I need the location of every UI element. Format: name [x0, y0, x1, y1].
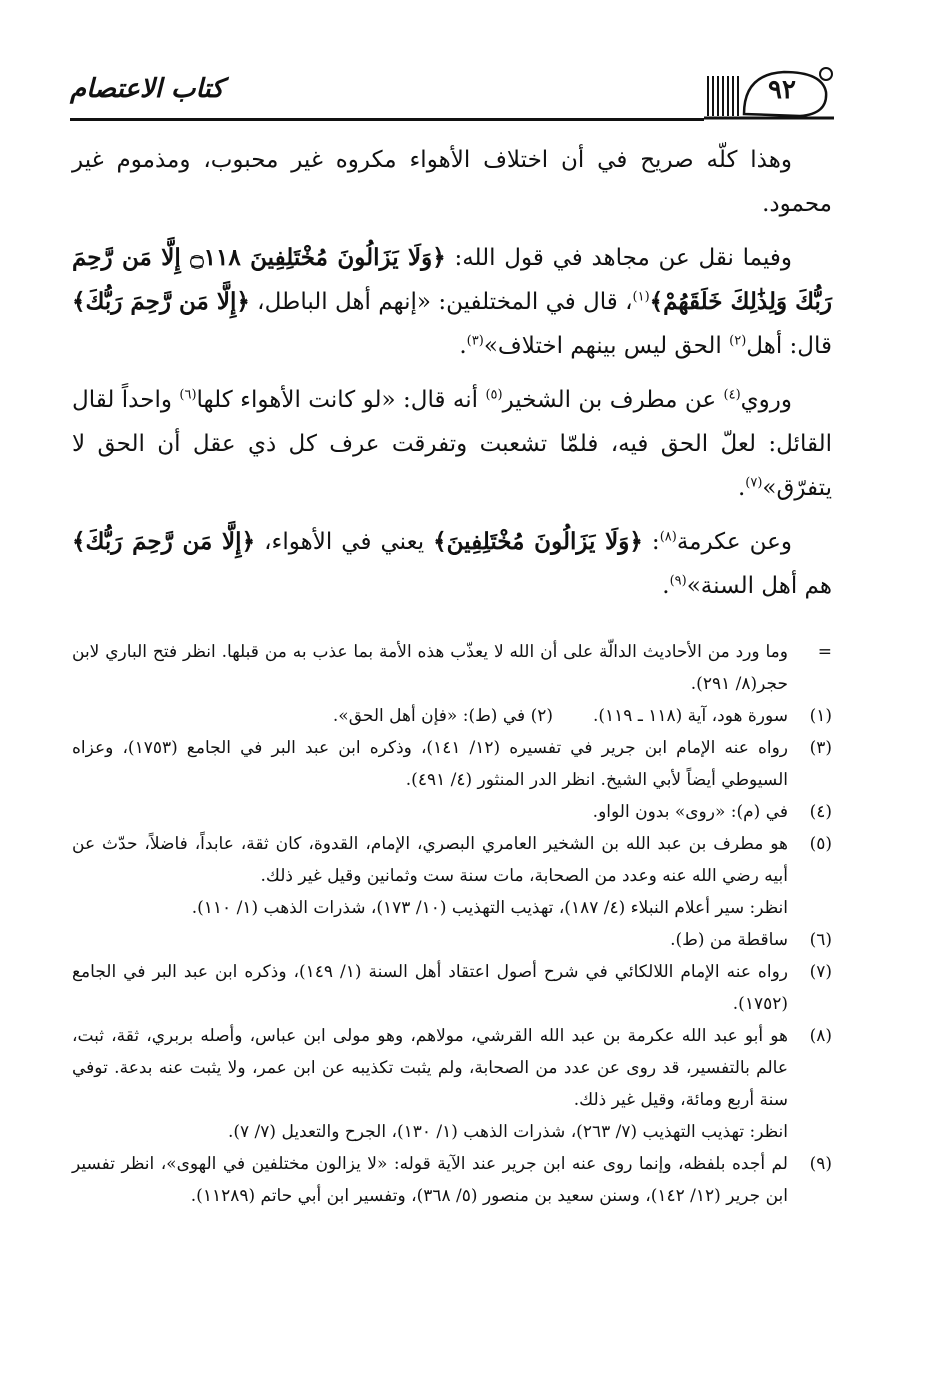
footnote-number: (٩) [809, 1154, 832, 1174]
text-run: الحق ليس بينهم اختلاف» [483, 333, 730, 359]
footnote-text: هو مطرف بن عبد الله بن الشخير العامري البصري، الإمام، القدوة، كان ثقة، عابداً، فاضلاً، حدّث عن أبيه رضي الله عنه وعدد من الصحابة، مات سنة ست وثمانين وقيل غير ذلك. [72, 834, 788, 886]
footnote-text: لم أجده بلفظه، وإنما روى عنه ابن جرير عند الآية قوله: «لا يزالون مختلفين في الهوى»، انظر تفسير ابن جرير (١٢/ ١٤٢)، وسنن سعيد بن منصور (٥/ ٣٦٨)، وتفسير ابن أبي حاتم (١١٢٨٩). [72, 1154, 788, 1206]
footnote-number: (٤) [809, 802, 832, 822]
footnote-1-2 [72, 700, 832, 732]
footnote-number: (٢) [530, 706, 553, 726]
footnote-text: هو أبو عبد الله عكرمة بن عبد الله القرشي، مولاهم، وهو مولى ابن عباس، وأصله بربري، ثقة، ثبت، عالم بالتفسير، قد روى عن عدد من الصحابة، ولم يثبت تكذيبه عن ابن عمر، ولا يثبت عنه بدعة. توفي سنة أربع ومائة، وقيل غير ذلك. [72, 1026, 788, 1110]
footnote-text: انظر: تهذيب التهذيب (٧/ ٢٦٣)، شذرات الذهب (١/ ١٣٠)، الجرح والتعديل (٧/ ٧). [227, 1122, 788, 1142]
text-run: واحداً لقال القائل: لعلّ الحق فيه، فلمّا تشعبت وتفرقت عرف كل ذي عقل أن الحق لا يتفرّق» [72, 387, 832, 501]
footnote-number: (١) [809, 706, 832, 726]
footnote-number: (٦) [809, 930, 832, 950]
paragraph-2 [72, 236, 832, 368]
footnote-number: (٣) [809, 738, 832, 758]
text-run: ، قال في المختلفين: «إنهم أهل الباطل، [249, 289, 633, 315]
footnote-body [72, 1020, 788, 1148]
footnote-4 [72, 796, 832, 828]
footnote-text: رواه عنه الإمام اللالكائي في شرح أصول اعتقاد أهل السنة (١/ ١٤٩)، وذكره ابن عبد البر في الجامع (١٧٥٢). [72, 962, 788, 1014]
text-run: عن مطرف بن الشخير [502, 387, 724, 413]
footnote-ref: (٩) [669, 573, 687, 589]
footnote-number: (٥) [809, 834, 832, 854]
footnote-text: وما ورد من الأحاديث الدالّة على أن الله لا يعذّب هذه الأمة بما عذب به من قبلها. انظر فتح الباري لابن حجر(٨/ ٢٩١). [72, 642, 788, 694]
text-run: يعني في الأهواء، [255, 529, 434, 555]
footnote-body [72, 828, 788, 924]
paragraph-1: وهذا كلّه صريح في أن اختلاف الأهواء مكروه غير محبوب، ومذموم غير محمود. [72, 147, 832, 217]
footnote-inline-pair [72, 700, 788, 732]
footnote-ref: (٣) [466, 333, 484, 349]
quran-verse: ﴿إِلَّا مَن رَّحِمَ رَبُّكَ﴾ [72, 288, 250, 315]
text-run: وفيما نقل عن مجاهد في قول الله: [445, 245, 792, 271]
text-run: هم أهل السنة» [686, 573, 832, 599]
footnote-text: ساقطة من (ط). [670, 930, 788, 950]
quran-verse: ﴿وَلَا يَزَالُونَ مُخْتَلِفِينَ﴾ [433, 528, 643, 555]
footnote-ref: (٤) [723, 387, 741, 403]
footnote-ref: (٨) [659, 529, 677, 545]
text-run: وروي [740, 387, 792, 413]
footnote-number: = [817, 642, 832, 662]
text-run: . [737, 475, 746, 501]
footnote-7 [72, 956, 832, 1020]
main-text [72, 138, 832, 618]
footnote-text: في (م): «روى» بدون الواو. [592, 802, 788, 822]
text-run: قال: أهل [746, 333, 832, 359]
text-run: وعن عكرمة [676, 529, 792, 555]
text-run: : [642, 529, 660, 555]
text-run: . [662, 573, 670, 599]
paragraph-3 [72, 378, 832, 510]
quran-verse: ﴿إِلَّا مَن رَّحِمَ رَبُّكَ﴾ [72, 528, 256, 555]
footnotes [72, 636, 832, 1212]
footnote-ref: (٥) [485, 387, 503, 403]
page-number: ٩٢ [768, 75, 796, 105]
text-run: أنه قال: «لو كانت الأهواء كلها [196, 387, 486, 413]
footnote-3 [72, 732, 832, 796]
footnote-continuation [72, 636, 832, 700]
footnote-5 [72, 828, 832, 924]
footnote-ref: (٢) [729, 333, 747, 349]
paragraph-4 [72, 520, 832, 608]
footnote-text: رواه عنه الإمام ابن جرير في تفسيره (١٢/ ١٤١)، وذكره ابن عبد البر في الجامع (١٧٥٣)، وعزاه السيوطي أيضاً لأبي الشيخ. انظر الدر المنثور (٤/ ٤٩١). [72, 738, 788, 790]
footnote-number: (٨) [809, 1026, 832, 1046]
quran-verse: ﴿وَلَا يَزَالُونَ مُخْتَلِفِينَ ۝١١٨ إِلَّا مَن رَّحِمَ رَبُّكَ وَلِذَٰلِكَ خَلَقَهُمْ﴾ [72, 244, 832, 315]
page-number-ornament [704, 62, 834, 122]
header-rule [70, 118, 704, 121]
page-header [70, 62, 834, 122]
footnote-ref: (٦) [179, 387, 197, 403]
text-run: . [459, 333, 467, 359]
book-title: كتاب الاعتصام [70, 74, 224, 104]
footnote-ref: (٧) [745, 475, 763, 491]
footnote-text: انظر: سير أعلام النبلاء (٤/ ١٨٧)، تهذيب التهذيب (١٠/ ١٧٣)، شذرات الذهب (١/ ١١٠). [191, 898, 788, 918]
footnote-text: في (ط): «فإن أهل الحق». [332, 706, 526, 726]
footnote-2 [333, 700, 553, 732]
footnote-number: (٧) [809, 962, 832, 982]
footnote-6 [72, 924, 832, 956]
footnote-text: سورة هود، آية (١١٨ ـ ١١٩). [592, 706, 788, 726]
footnote-9 [72, 1148, 832, 1212]
footnote-8 [72, 1020, 832, 1148]
footnote-ref: (١) [632, 289, 650, 305]
